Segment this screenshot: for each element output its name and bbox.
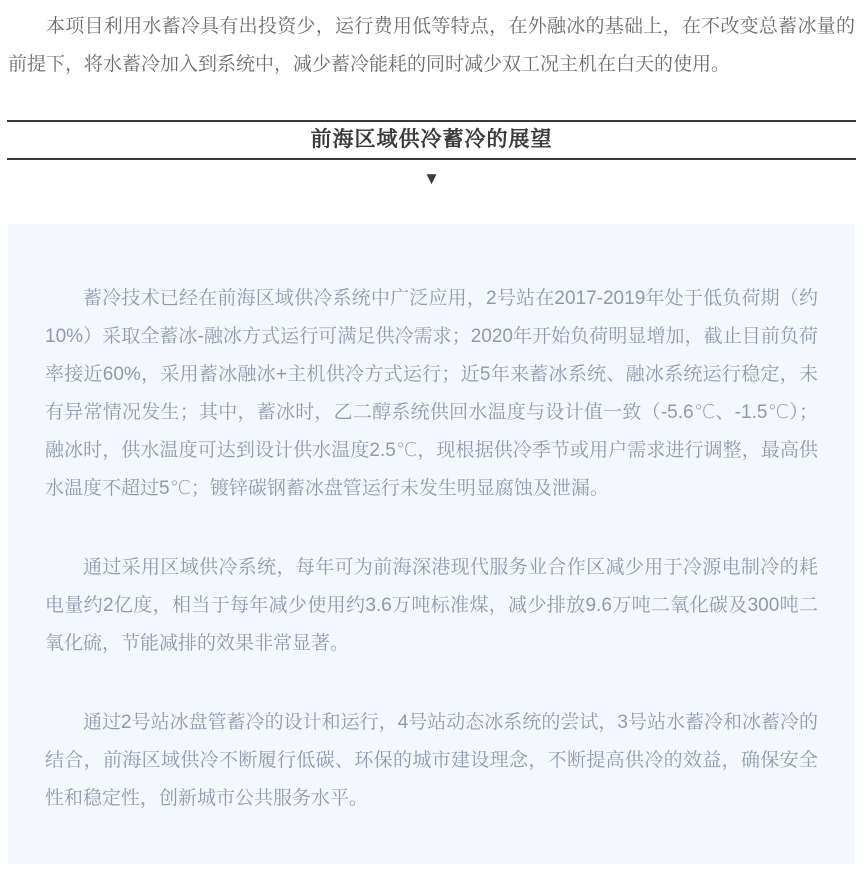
- highlight-box: [8, 224, 855, 864]
- section-heading: 前海区域供冷蓄冷的展望: [310, 128, 553, 151]
- intro-paragraph: 本项目利用水蓄冷具有出投资少，运行费用低等特点，在外融冰的基础上，在不改变总蓄冰量的前提下，将水蓄冷加入到系统中，减少蓄冷能耗的同时减少双工况主机在白天的使用。: [8, 16, 855, 75]
- box-paragraph: 通过2号站冰盘管蓄冷的设计和运行，4号站动态冰系统的尝试，3号站水蓄冷和冰蓄冷的结合，前海区域供冷不断履行低碳、环保的城市建设理念，不断提高供冷的效益，确保安全性和稳定性，创新城市公共服务水平。: [45, 712, 818, 809]
- box-paragraph: 蓄冷技术已经在前海区域供冷系统中广泛应用，2号站在2017-2019年处于低负荷期（约10%）采取全蓄冰-融冰方式运行可满足供冷需求；2020年开始负荷明显增加，截止目前负荷率接近60%，采用蓄冰融冰+主机供冷方式运行；近5年来蓄冰系统、融冰系统运行稳定，未有异常情况发生；其中，蓄冰时，乙二醇系统供回水温度与设计值一致（-5.6℃、-1.5℃）；融冰时，供水温度可达到设计供水温度2.5℃，现根据供冷季节或用户需求进行调整，最高供水温度不超过5℃；镀锌碳钢蓄冰盘管运行未发生明显腐蚀及泄漏。: [45, 288, 818, 499]
- section-divider: [0, 168, 863, 190]
- down-triangle-icon: ▼: [423, 169, 440, 188]
- box-paragraph: 通过采用区域供冷系统，每年可为前海深港现代服务业合作区减少用于冷源电制冷的耗电量约2亿度，相当于每年减少使用约3.6万吨标准煤，减少排放9.6万吨二氧化碳及300吨二氧化硫，节能减排的效果非常显著。: [45, 557, 818, 654]
- section-heading-rule-block: [7, 120, 856, 160]
